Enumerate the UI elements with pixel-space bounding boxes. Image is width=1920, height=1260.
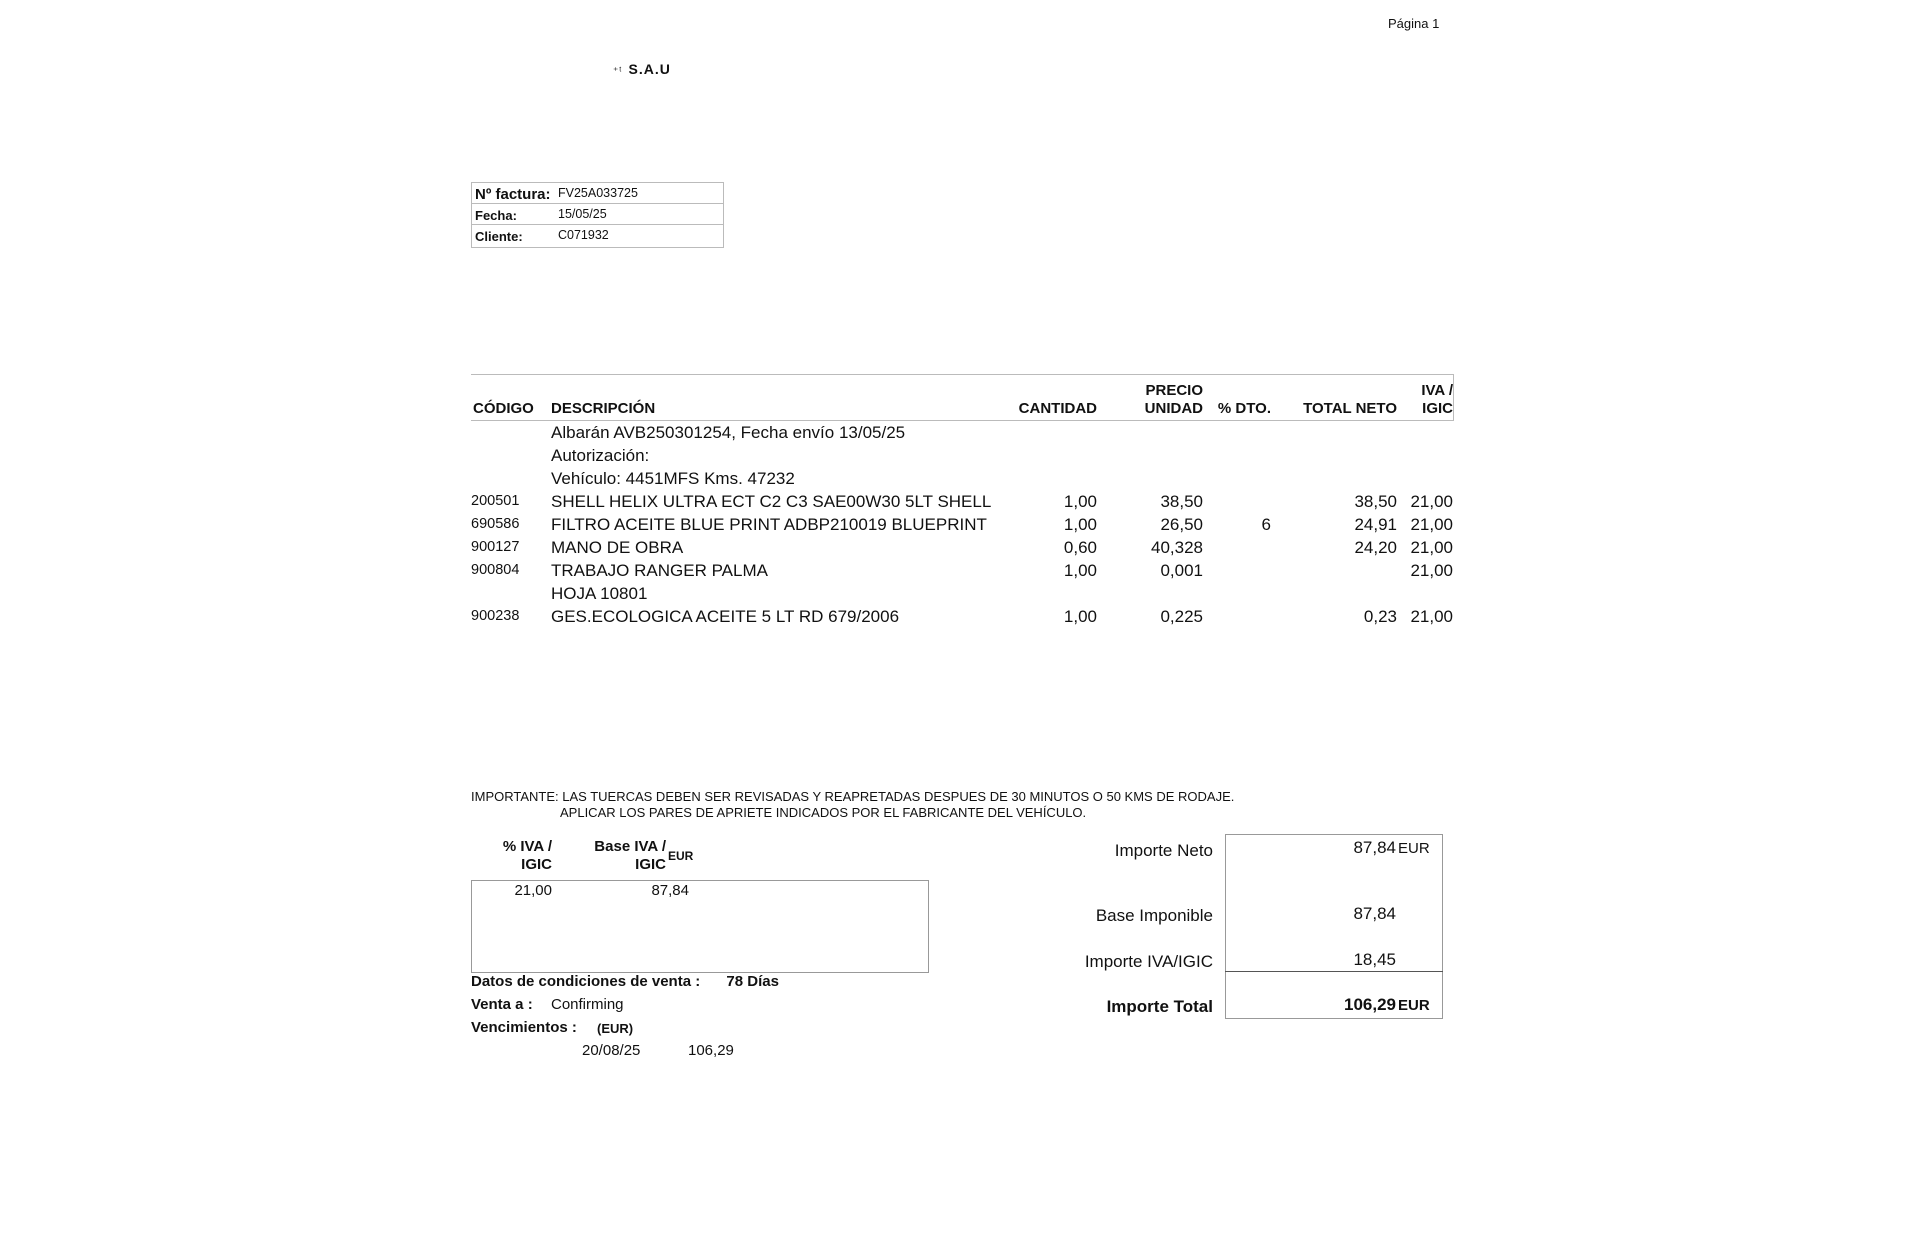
iva-amount-label: Importe IVA/IGIC	[1084, 952, 1213, 971]
taxable-base-label: Base Imponible	[1095, 906, 1213, 925]
conditions-days: 78 Días	[726, 973, 779, 990]
table-row	[471, 444, 1453, 467]
tax-base-value: 87,84	[651, 882, 689, 899]
table-row	[471, 582, 1453, 605]
item-unit-price: 38,50	[1160, 492, 1203, 511]
due-date: 20/08/25	[582, 1042, 641, 1059]
header-unit-price	[1145, 382, 1203, 418]
items-table-body	[471, 421, 1453, 628]
item-description: FILTRO ACEITE BLUE PRINT ADBP210019 BLUEPRINT	[551, 515, 987, 534]
item-net-total: 38,50	[1354, 492, 1397, 511]
invoice-date-label: Fecha:	[475, 208, 517, 223]
item-unit-price: 0,225	[1160, 607, 1203, 626]
tax-currency: EUR	[668, 849, 694, 863]
item-code: 200501	[471, 493, 520, 509]
item-quantity: 1,00	[1063, 515, 1097, 534]
tax-pct-value: 21,00	[514, 882, 552, 899]
total-amount-value: 106,29	[1344, 995, 1396, 1014]
due-amount: 106,29	[688, 1042, 734, 1059]
invoice-number: FV25A033725	[558, 186, 638, 200]
item-quantity: 1,00	[1063, 492, 1097, 511]
conditions-label: Datos de condiciones de venta :	[471, 973, 701, 990]
note-line-2: APLICAR LOS PARES DE APRIETE INDICADOS POR EL FABRICANTE DEL VEHÍCULO.	[560, 805, 1087, 820]
net-amount-label: Importe Neto	[1114, 841, 1213, 860]
company-logo-mark: ⁺ᵗ	[613, 66, 623, 77]
client-label: Cliente:	[475, 229, 523, 244]
item-iva: 21,00	[1410, 607, 1453, 626]
item-net-total: 0,23	[1363, 607, 1397, 626]
table-row	[471, 467, 1453, 490]
company-suffix: S.A.U	[628, 61, 671, 77]
item-description: MANO DE OBRA	[551, 538, 684, 557]
sale-value: Confirming	[551, 996, 624, 1013]
totals-box	[1225, 834, 1443, 1019]
table-row	[471, 559, 1453, 582]
item-description: GES.ECOLOGICA ACEITE 5 LT RD 679/2006	[551, 607, 900, 626]
item-code: 690586	[471, 516, 520, 532]
tax-pct-header-l2: IGIC	[521, 856, 552, 873]
sale-label: Venta a :	[471, 996, 533, 1013]
item-description: Autorización:	[551, 446, 650, 465]
item-description: Albarán AVB250301254, Fecha envío 13/05/25	[551, 423, 906, 442]
due-row	[471, 1019, 634, 1036]
item-quantity: 1,00	[1063, 561, 1097, 580]
invoice-number-row	[472, 183, 723, 204]
taxable-base-value: 87,84	[1353, 904, 1396, 923]
item-net-total: 24,20	[1354, 538, 1397, 557]
totals-separator	[1225, 971, 1443, 972]
item-description: SHELL HELIX ULTRA ECT C2 C3 SAE00W30 5LT SHELL	[551, 492, 992, 511]
company-name	[613, 61, 671, 77]
important-note	[471, 789, 1234, 821]
item-net-total: 24,91	[1354, 515, 1397, 534]
tax-base-header-l2: IGIC	[635, 856, 666, 873]
sale-row	[471, 996, 624, 1013]
due-currency: (EUR)	[597, 1021, 634, 1036]
table-row	[471, 513, 1453, 536]
header-discount: % DTO.	[1217, 400, 1271, 417]
header-iva-l2: IGIC	[1422, 400, 1453, 417]
item-discount: 6	[1261, 515, 1271, 534]
invoice-number-label: Nº factura:	[475, 186, 551, 203]
tax-pct-header-l1: % IVA /	[502, 838, 552, 855]
item-iva: 21,00	[1410, 538, 1453, 557]
client-code: C071932	[558, 228, 609, 242]
total-amount-currency: EUR	[1398, 997, 1430, 1014]
item-iva: 21,00	[1410, 515, 1453, 534]
item-description: HOJA 10801	[551, 584, 648, 603]
header-unit-price-l1: PRECIO	[1145, 382, 1203, 399]
header-net-total: TOTAL NETO	[1303, 400, 1397, 417]
table-row	[471, 490, 1453, 513]
net-amount-value: 87,84	[1353, 838, 1396, 857]
header-iva-l1: IVA /	[1421, 382, 1453, 399]
item-quantity: 1,00	[1063, 607, 1097, 626]
client-row	[472, 225, 723, 247]
table-row	[471, 605, 1453, 628]
due-label: Vencimientos :	[471, 1019, 577, 1036]
item-code: 900804	[471, 562, 520, 578]
tax-pct-header	[500, 838, 552, 874]
item-unit-price: 26,50	[1160, 515, 1203, 534]
net-amount-currency: EUR	[1398, 840, 1430, 857]
note-line-1: IMPORTANTE: LAS TUERCAS DEBEN SER REVISADAS Y REAPRETADAS DESPUES DE 30 MINUTOS O 50 KMS DE RODAJE.	[471, 789, 1235, 804]
header-description: DESCRIPCIÓN	[551, 400, 656, 417]
tax-base-header	[580, 838, 666, 874]
item-unit-price: 40,328	[1151, 538, 1203, 557]
item-description: TRABAJO RANGER PALMA	[551, 561, 768, 580]
total-amount-label: Importe Total	[1106, 997, 1213, 1016]
tax-base-header-l1: Base IVA /	[594, 838, 666, 855]
item-iva: 21,00	[1410, 492, 1453, 511]
header-iva	[1421, 382, 1453, 418]
table-row	[471, 536, 1453, 559]
table-row	[471, 421, 1453, 444]
invoice-info-box	[471, 182, 724, 248]
item-quantity: 0,60	[1063, 538, 1097, 557]
item-code: 900127	[471, 539, 520, 555]
item-iva: 21,00	[1410, 561, 1453, 580]
invoice-date-row	[472, 204, 723, 225]
iva-amount-value: 18,45	[1353, 950, 1396, 969]
items-table-header	[471, 374, 1454, 421]
item-code: 900238	[471, 608, 520, 624]
header-unit-price-l2: UNIDAD	[1144, 400, 1203, 417]
page-number: Página 1	[1388, 16, 1440, 31]
invoice-date: 15/05/25	[558, 207, 607, 221]
conditions-row	[471, 973, 779, 990]
header-code: CÓDIGO	[473, 400, 534, 417]
item-unit-price: 0,001	[1160, 561, 1203, 580]
header-quantity: CANTIDAD	[1018, 400, 1097, 417]
item-description: Vehículo: 4451MFS Kms. 47232	[551, 469, 795, 488]
